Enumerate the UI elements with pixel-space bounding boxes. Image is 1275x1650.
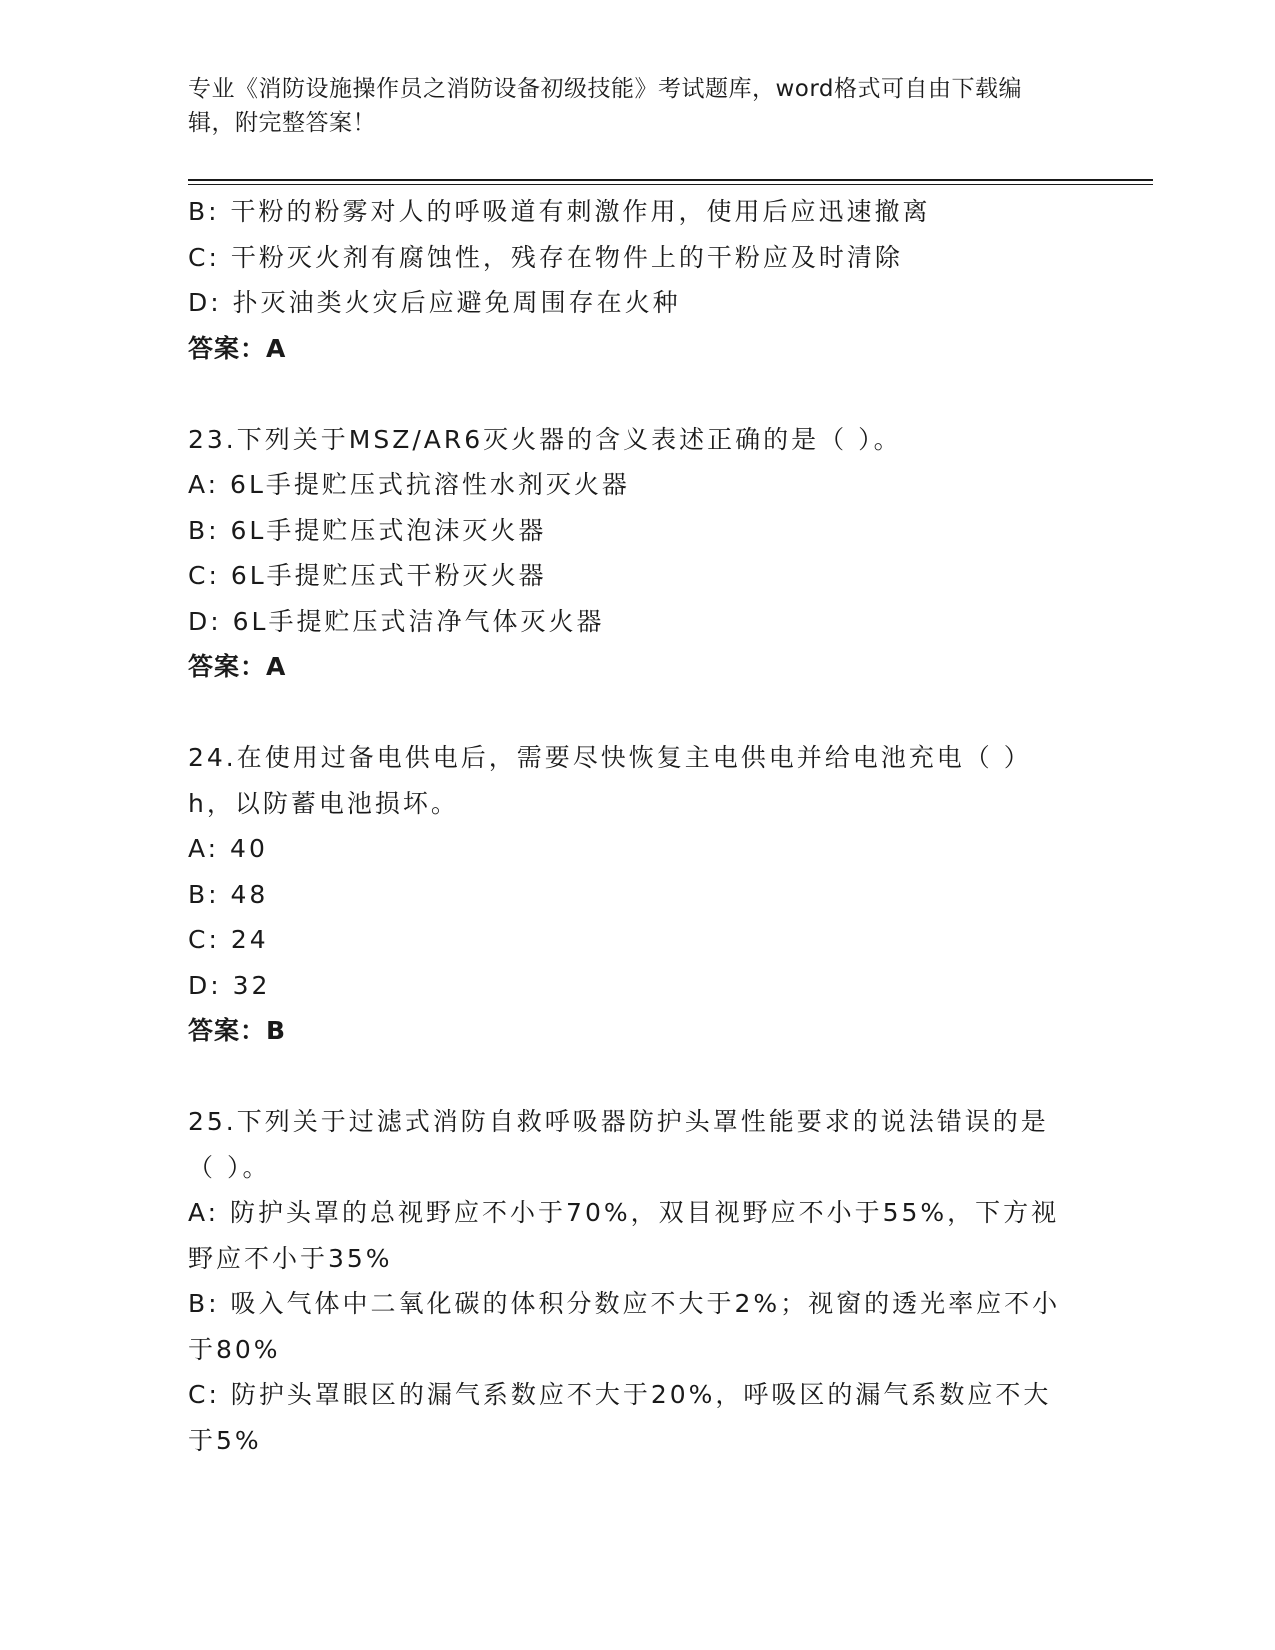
answer: 答案：B [188, 1016, 287, 1045]
option-a-line-2: 野应不小于35% [188, 1243, 393, 1273]
option-a-line-1: A: 防护头罩的总视野应不小于70%，双目视野应不小于55%，下方视 [188, 1198, 1060, 1227]
option-b-line-2: 于80% [188, 1334, 281, 1364]
option-d: D: 32 [188, 970, 271, 1000]
option-a: A: 6L手提贮压式抗溶性水剂灭火器 [188, 470, 630, 499]
header-rule-thin [188, 184, 1153, 185]
option-a: A: 40 [188, 834, 268, 863]
answer: 答案：A [188, 652, 287, 681]
option-d: D: 扑灭油类火灾后应避免周围存在火种 [188, 288, 681, 317]
header-rule-thick [188, 179, 1153, 181]
document-header [188, 72, 1088, 140]
option-b-line-1: B: 吸入气体中二氧化碳的体积分数应不大于2%；视窗的透光率应不小 [188, 1289, 1061, 1318]
question-stem: 23.下列关于MSZ/AR6灭火器的含义表述正确的是（ ）。 [188, 424, 902, 454]
option-d: D: 6L手提贮压式洁净气体灭火器 [188, 606, 605, 636]
option-c-line-2: 于5% [188, 1425, 262, 1455]
answer: 答案：A [188, 333, 287, 363]
question-24 [188, 735, 1088, 1054]
option-b: B: 6L手提贮压式泡沫灭火器 [188, 515, 547, 545]
option-c-line-1: C: 防护头罩眼区的漏气系数应不大于20%，呼吸区的漏气系数应不大 [188, 1380, 1052, 1409]
spacer [188, 1054, 1088, 1100]
header-line-1: 专业《消防设施操作员之消防设备初级技能》考试题库，word格式可自由下载编 [188, 76, 1023, 102]
spacer [188, 690, 1088, 736]
option-c: C: 24 [188, 925, 269, 954]
question-stem-line-1: 24.在使用过备电供电后，需要尽快恢复主电供电并给电池充电（ ） [188, 743, 1032, 772]
option-c: C: 干粉灭火剂有腐蚀性，残存在物件上的干粉应及时清除 [188, 242, 903, 272]
option-c: C: 6L手提贮压式干粉灭火器 [188, 561, 547, 590]
question-stem-line-2: （ ）。 [188, 1152, 271, 1182]
question-23 [188, 417, 1088, 690]
question-25 [188, 1099, 1088, 1463]
spacer [188, 371, 1088, 417]
header-line-2: 辑，附完整答案！ [188, 110, 376, 136]
question-list [188, 189, 1088, 1463]
prev-question [188, 189, 1088, 371]
question-stem-line-2: h，以防蓄电池损坏。 [188, 788, 459, 818]
question-stem-line-1: 25.下列关于过滤式消防自救呼吸器防护头罩性能要求的说法错误的是 [188, 1107, 1049, 1136]
option-b: B: 干粉的粉雾对人的呼吸道有刺激作用，使用后应迅速撤离 [188, 197, 931, 226]
option-b: B: 48 [188, 879, 269, 909]
